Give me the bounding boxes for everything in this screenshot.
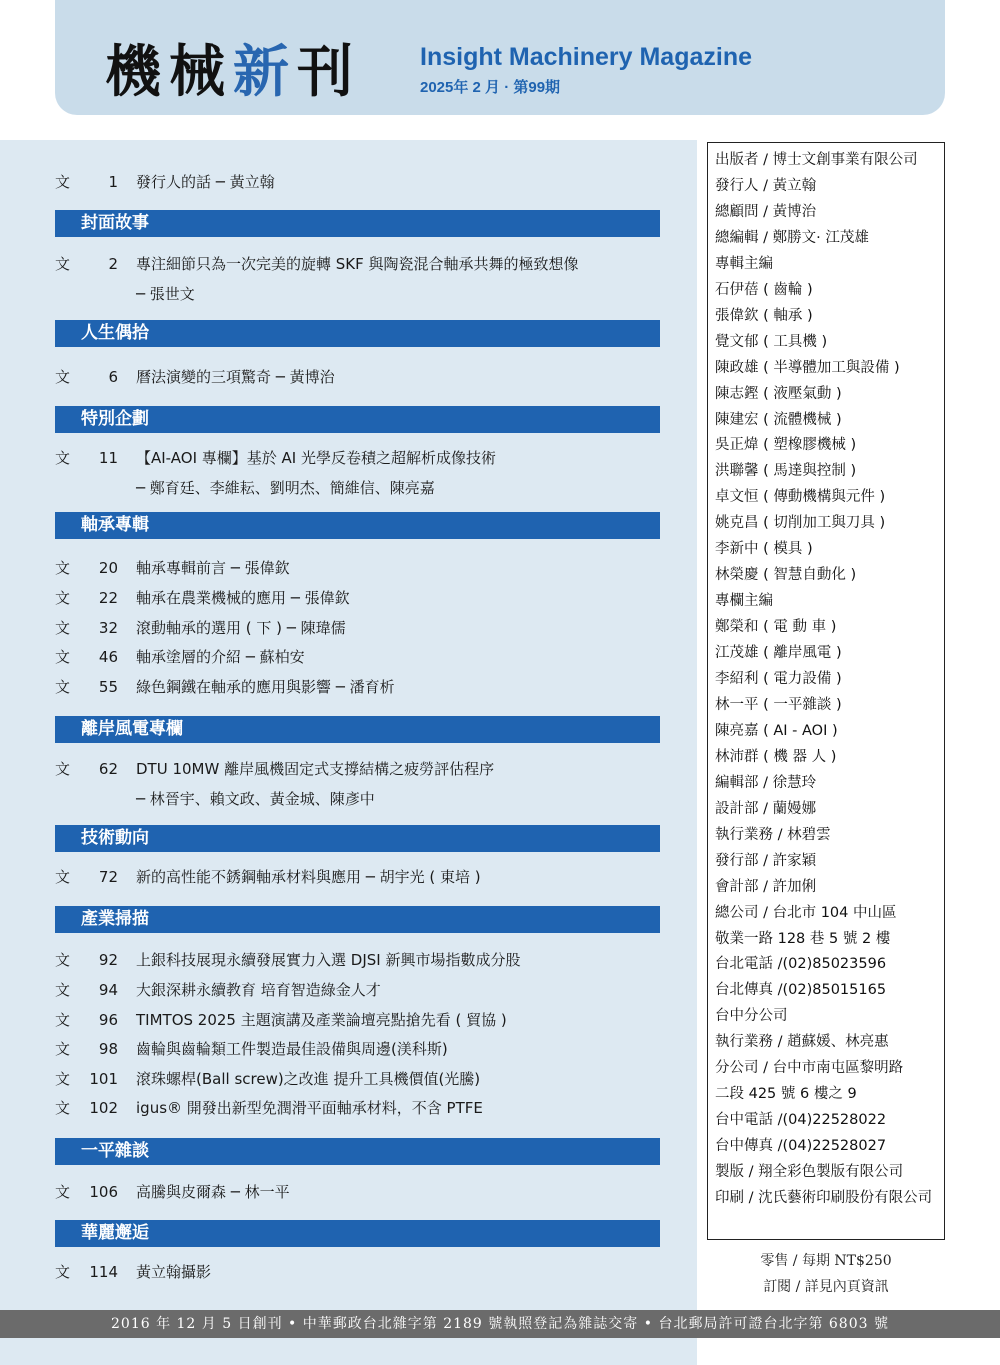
issue-info: 2025年 2 月 · 第99期 xyxy=(420,79,561,96)
masthead-line: 執行業務 / 林碧雲 xyxy=(715,826,831,843)
masthead-line: 二段 425 號 6 樓之 9 xyxy=(715,1086,857,1103)
entry-page: 114 xyxy=(89,1263,118,1281)
section-header: 產業掃描 xyxy=(55,906,660,933)
entry-kind: 文 xyxy=(55,559,71,577)
masthead-line: 發行人 / 黃立翰 xyxy=(715,177,817,194)
entry-page: 6 xyxy=(108,368,118,386)
magazine-name: Insight Machinery Magazine xyxy=(420,43,753,71)
toc-entry[interactable] xyxy=(0,977,697,1003)
masthead-line: 台北傳真 /(02)85015165 xyxy=(715,982,887,999)
entry-page: 102 xyxy=(89,1099,118,1117)
entry-page: 11 xyxy=(98,449,118,467)
section-header: 軸承專輯 xyxy=(55,512,660,539)
entry-kind: 文 xyxy=(55,255,71,273)
subscription-info: 訂閱 / 詳見內頁資訊 xyxy=(763,1279,889,1295)
entry-title: igus® 開發出新型免潤滑平面軸承材料，不含 PTFE xyxy=(136,1099,483,1117)
entry-kind: 文 xyxy=(55,951,71,969)
toc-entry[interactable] xyxy=(0,674,697,700)
toc-entry[interactable] xyxy=(0,1179,697,1205)
entry-page: 55 xyxy=(98,678,118,696)
toc-entry[interactable] xyxy=(0,585,697,611)
entry-page: 62 xyxy=(98,760,118,778)
entry-title: DTU 10MW 離岸風機固定式支撐結構之疲勞評估程序 xyxy=(136,760,495,778)
entry-authors: ─ 林晉宇、賴文政、黃金城、陳彥中 xyxy=(136,790,375,808)
section-header: 一平雜談 xyxy=(55,1138,660,1165)
masthead-line: 敬業一路 128 巷 5 號 2 樓 xyxy=(715,930,891,947)
entry-title: 高騰與皮爾森 ─ 林一平 xyxy=(136,1183,290,1201)
entry-page: 72 xyxy=(98,868,118,886)
section-header: 封面故事 xyxy=(55,210,660,237)
entry-page: 32 xyxy=(98,619,118,637)
entry-kind: 文 xyxy=(55,1070,71,1088)
entry-title: 軸承塗層的介紹 ─ 蘇柏安 xyxy=(136,648,305,666)
entry-page: 98 xyxy=(98,1040,118,1058)
masthead-line: 林榮慶 ( 智慧自動化 ) xyxy=(715,567,857,584)
masthead-line: 製版 / 翔全彩色製版有限公司 xyxy=(715,1164,904,1181)
toc-entry[interactable] xyxy=(0,169,697,195)
entry-title: 滾珠螺桿(Ball screw)之改進 提升工具機價值(光騰) xyxy=(136,1070,481,1088)
masthead-line: 林一平 ( 一平雜談 ) xyxy=(715,696,842,713)
entry-page: 92 xyxy=(98,951,118,969)
masthead-line: 印刷 / 沈氏藝術印刷股份有限公司 xyxy=(715,1190,933,1206)
entry-title: 上銀科技展現永續發展實力入選 DJSI 新興市場指數成分股 xyxy=(136,951,521,969)
entry-kind: 文 xyxy=(55,1099,71,1117)
toc-entry[interactable] xyxy=(0,445,697,471)
entry-page: 1 xyxy=(108,173,118,191)
entry-title: 新的高性能不銹鋼軸承材料與應用 ─ 胡宇光 ( 東培 ) xyxy=(136,868,481,886)
entry-kind: 文 xyxy=(55,619,71,637)
entry-authors: ─ 張世文 xyxy=(136,285,195,303)
masthead-line: 專輯主編 xyxy=(715,255,773,272)
entry-page: 106 xyxy=(89,1183,118,1201)
toc-entry[interactable] xyxy=(0,1036,697,1062)
entry-title: 齒輪與齒輪類工件製造最佳設備與周邊(渼科斯) xyxy=(136,1040,448,1058)
toc-entry[interactable] xyxy=(0,251,697,277)
masthead-line: 台中分公司 xyxy=(715,1008,788,1025)
entry-kind: 文 xyxy=(55,648,71,666)
entry-kind: 文 xyxy=(55,981,71,999)
masthead-line: 陳建宏 ( 流體機械 ) xyxy=(715,411,842,428)
entry-title: 黃立翰攝影 xyxy=(136,1263,212,1281)
entry-kind: 文 xyxy=(55,760,71,778)
magazine-logo xyxy=(105,38,361,108)
section-header: 技術動向 xyxy=(55,825,660,852)
toc-entry[interactable] xyxy=(0,555,697,581)
toc-entry[interactable] xyxy=(0,1007,697,1033)
entry-title: 大銀深耕永續教育 培育智造綠金人才 xyxy=(136,981,381,999)
section-header: 特別企劃 xyxy=(55,406,660,433)
entry-page: 2 xyxy=(108,255,118,273)
entry-authors: ─ 鄭育廷、李維耘、劉明杰、簡維信、陳亮嘉 xyxy=(136,479,435,497)
entry-title: 綠色鋼鐵在軸承的應用與影響 ─ 潘育析 xyxy=(136,678,395,696)
entry-page: 96 xyxy=(98,1011,118,1029)
masthead-line: 專欄主編 xyxy=(715,593,773,610)
masthead-line: 江茂雄 ( 離岸風電 ) xyxy=(715,645,842,662)
masthead-line: 吳正煒 ( 塑橡膠機械 ) xyxy=(715,437,857,454)
masthead-line: 編輯部 / 徐慧玲 xyxy=(715,774,817,791)
entry-page: 94 xyxy=(98,981,118,999)
entry-kind: 文 xyxy=(55,1040,71,1058)
toc-entry[interactable] xyxy=(0,1259,697,1285)
toc-entry[interactable] xyxy=(0,1066,697,1092)
entry-page: 46 xyxy=(98,648,118,666)
masthead-line: 分公司 / 台中市南屯區黎明路 xyxy=(715,1060,904,1077)
masthead-line: 台中電話 /(04)22528022 xyxy=(715,1112,887,1129)
footer-registration: 2016 年 12 月 5 日創刊 • 中華郵政台北雜字第 2189 號執照登記為雜誌交寄 • 台北郵局許可證台北字第 6803 號 xyxy=(0,1310,1000,1338)
section-header: 人生偶拾 xyxy=(55,320,660,347)
masthead-line: 總公司 / 台北市 104 中山區 xyxy=(715,904,897,921)
entry-kind: 文 xyxy=(55,368,71,386)
entry-kind: 文 xyxy=(55,173,71,191)
entry-title: 發行人的話 ─ 黃立翰 xyxy=(136,173,275,191)
toc-entry[interactable] xyxy=(0,864,697,890)
masthead-line: 鄭榮和 ( 電 動 車 ) xyxy=(715,619,837,636)
masthead-line: 李紹利 ( 電力設備 ) xyxy=(715,671,842,687)
entry-title: 曆法演變的三項驚奇 ─ 黃博治 xyxy=(136,368,335,386)
entry-kind: 文 xyxy=(55,1011,71,1029)
masthead-line: 陳亮嘉 ( AI - AOI ) xyxy=(715,722,838,739)
toc-entry[interactable] xyxy=(0,1095,697,1121)
masthead-line: 陳志鏗 ( 液壓氣動 ) xyxy=(715,385,842,402)
masthead-line: 洪聯馨 ( 馬達與控制 ) xyxy=(715,463,857,480)
section-header: 華麗邂逅 xyxy=(55,1220,660,1247)
entry-page: 20 xyxy=(98,559,118,577)
entry-page: 22 xyxy=(98,589,118,607)
entry-kind: 文 xyxy=(55,589,71,607)
toc-entry[interactable] xyxy=(0,756,697,782)
logo-text-2: 新 xyxy=(233,40,297,105)
entry-title: 專注細節只為一次完美的旋轉 SKF 與陶瓷混合軸承共舞的極致想像 xyxy=(136,255,579,273)
logo-text-3: 刊 xyxy=(297,40,361,105)
masthead-line: 發行部 / 許家穎 xyxy=(715,852,817,869)
masthead-line: 張偉欽 ( 軸承 ) xyxy=(715,307,813,324)
entry-title: 軸承在農業機械的應用 ─ 張偉欽 xyxy=(136,589,350,607)
masthead-line: 出版者 / 博士文創事業有限公司 xyxy=(715,152,918,168)
entry-kind: 文 xyxy=(55,678,71,696)
entry-title: TIMTOS 2025 主題演講及產業論壇亮點搶先看 ( 貿協 ) xyxy=(136,1011,507,1029)
logo-text-1: 機械 xyxy=(105,40,233,105)
masthead-line: 執行業務 / 趙蘇媛、林亮惠 xyxy=(715,1034,889,1051)
masthead-line: 會計部 / 許加俐 xyxy=(715,878,817,895)
entry-kind: 文 xyxy=(55,868,71,886)
entry-title: 滾動軸承的選用 ( 下 ) ─ 陳瑋儒 xyxy=(136,619,346,637)
toc-entry[interactable] xyxy=(0,364,697,390)
masthead-line: 總編輯 / 鄭勝文· 江茂雄 xyxy=(715,229,869,246)
masthead-line: 覺文郁 ( 工具機 ) xyxy=(715,333,828,350)
masthead-line: 設計部 / 蘭嫚娜 xyxy=(715,800,817,817)
masthead-line: 石伊蓓 ( 齒輪 ) xyxy=(715,281,813,298)
entry-kind: 文 xyxy=(55,449,71,467)
section-header: 離岸風電專欄 xyxy=(55,716,660,743)
masthead-line: 陳政雄 ( 半導體加工與設備 ) xyxy=(715,359,900,376)
masthead-line: 姚克昌 ( 切削加工與刀具 ) xyxy=(715,515,886,532)
masthead-line: 林沛群 ( 機 器 人 ) xyxy=(715,748,837,765)
entry-title: 軸承專輯前言 ─ 張偉欽 xyxy=(136,559,290,577)
toc-entry[interactable] xyxy=(0,615,697,641)
toc-entry[interactable] xyxy=(0,947,697,973)
masthead-line: 台北電話 /(02)85023596 xyxy=(715,956,887,973)
masthead-line: 總顧問 / 黃博治 xyxy=(715,203,817,220)
masthead-line: 台中傳真 /(04)22528027 xyxy=(715,1138,887,1155)
toc-entry[interactable] xyxy=(0,644,697,670)
retail-price: 零售 / 每期 NT$250 xyxy=(760,1253,892,1269)
masthead-line: 卓文恒 ( 傳動機構與元件 ) xyxy=(715,489,886,506)
entry-kind: 文 xyxy=(55,1183,71,1201)
entry-kind: 文 xyxy=(55,1263,71,1281)
entry-title: 【AI-AOI 專欄】基於 AI 光學反卷積之超解析成像技術 xyxy=(136,449,496,467)
entry-page: 101 xyxy=(89,1070,118,1088)
masthead-line: 李新中 ( 模具 ) xyxy=(715,541,813,558)
